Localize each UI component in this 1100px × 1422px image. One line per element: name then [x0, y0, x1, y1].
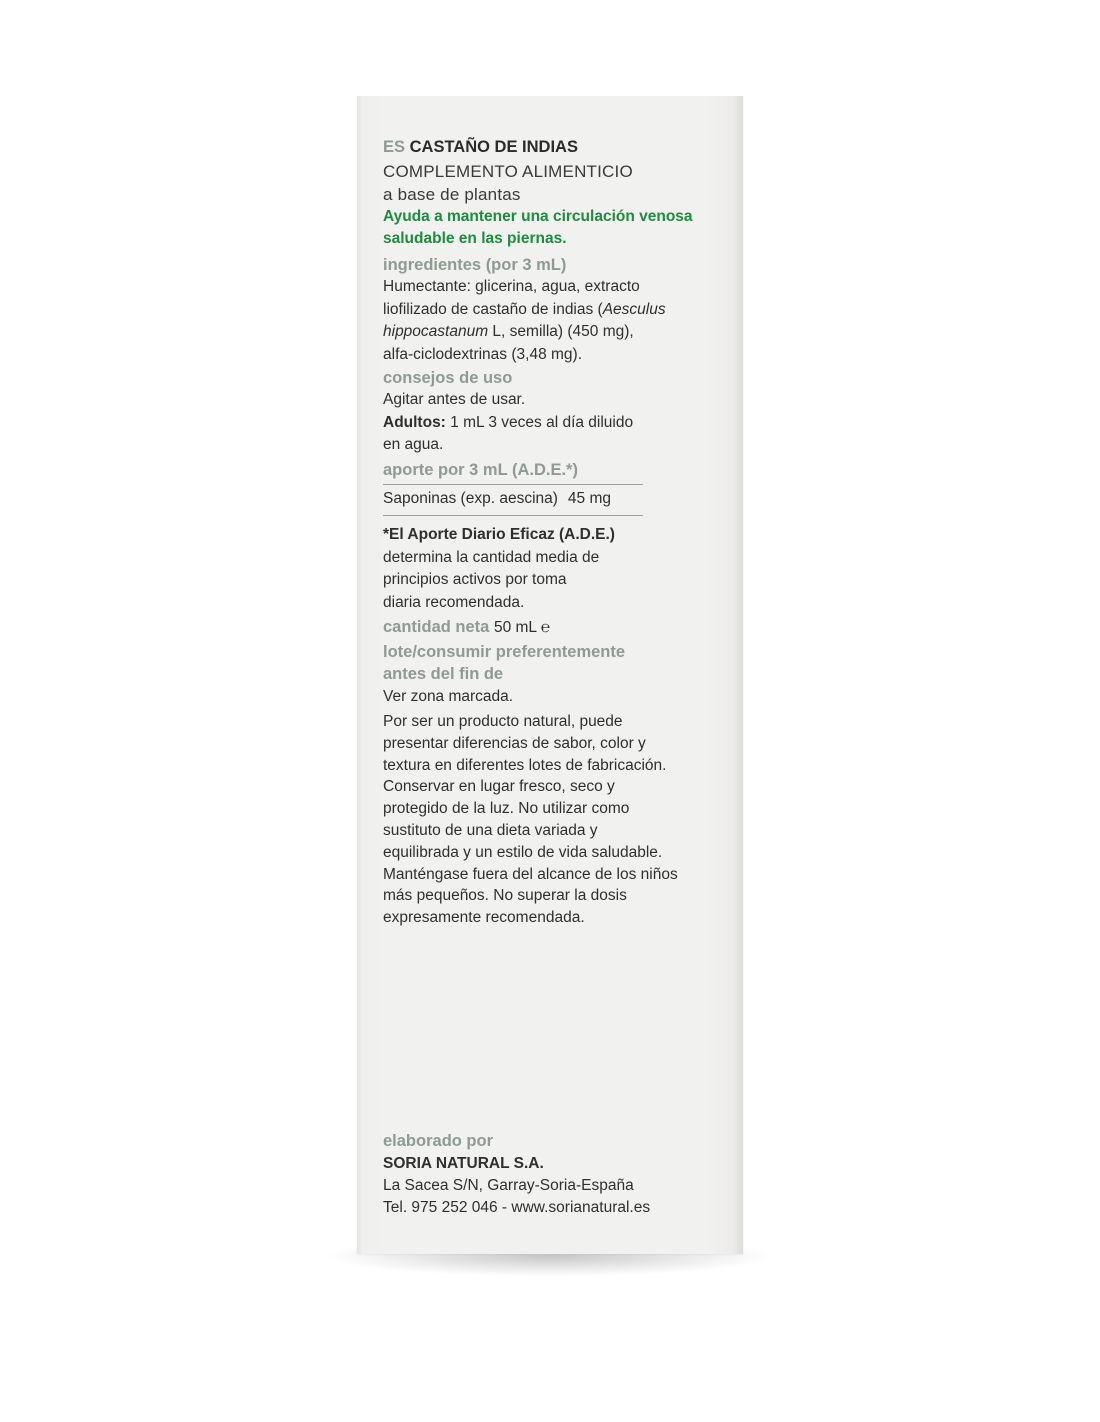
- ade-note: [383, 524, 615, 614]
- language-code: ES: [383, 138, 406, 156]
- ingredients-line-3-text: L, semilla) (450 mg),: [488, 323, 634, 340]
- ingredients-line-3: [383, 321, 666, 344]
- lot-value: Ver zona marcada.: [383, 688, 514, 705]
- net-quantity: [383, 616, 550, 639]
- ade-line-2: determina la cantidad media de: [383, 548, 600, 566]
- usage-dose: 1 mL 3 veces al día diluido: [445, 413, 634, 431]
- ade-line-1: [383, 524, 615, 547]
- note-line: equilibrada y un estilo de vida saludable.: [383, 843, 663, 861]
- ade-line-4: diaria recomendada.: [383, 593, 525, 611]
- usage-heading: consejos de uso: [383, 369, 513, 387]
- product-title: [383, 136, 578, 158]
- company-address: La Sacea S/N, Garray-Soria-España: [383, 1177, 634, 1194]
- claim-line-1: Ayuda a mantener una circulación venosa: [383, 208, 693, 225]
- aporte-heading: aporte por 3 mL (A.D.E.*): [383, 461, 578, 479]
- note-line: textura en diferentes lotes de fabricación.: [383, 756, 667, 774]
- net-value: 50 mL ℮: [493, 619, 551, 636]
- latin-genus: Aesculus: [602, 300, 666, 318]
- table-bottom-divider: [383, 515, 643, 516]
- ade-definition-label: *El Aporte Diario Eficaz (A.D.E.): [383, 526, 615, 543]
- usage-line-3: en agua.: [383, 436, 444, 453]
- subtitle-line-2: a base de plantas: [383, 185, 521, 204]
- subtitle-line-1: COMPLEMENTO ALIMENTICIO: [383, 162, 633, 181]
- lot-heading-line-1: lote/consumir preferentemente: [383, 643, 626, 661]
- ingredients-line-2-text: liofilizado de castaño de indias (: [383, 300, 603, 318]
- company-contact: Tel. 975 252 046 - www.sorianatural.es: [383, 1199, 651, 1216]
- product-name: CASTAÑO DE INDIAS: [409, 138, 578, 156]
- latin-species: hippocastanum: [383, 323, 489, 340]
- company-name: SORIA NATURAL S.A.: [383, 1155, 544, 1172]
- ingredients-heading: ingredientes (por 3 mL): [383, 256, 567, 274]
- note-line: presentar diferencias de sabor, color y: [383, 734, 646, 752]
- usage-line-1: Agitar antes de usar.: [383, 391, 526, 408]
- lot-heading: [383, 641, 625, 685]
- note-line: Manténgase fuera del alcance de los niños: [383, 865, 678, 883]
- note-line: Conservar en lugar fresco, seco y: [383, 778, 615, 796]
- note-line: expresamente recomendada.: [383, 909, 585, 927]
- aporte-table-row: [383, 488, 611, 510]
- ingredients-line-1: Humectante: glicerina, agua, extracto: [383, 278, 640, 295]
- table-top-divider: [383, 484, 643, 485]
- aporte-item: Saponinas (exp. aescina): [383, 490, 558, 507]
- note-line: protegido de la luz. No utilizar como: [383, 800, 630, 818]
- usage-text: [383, 389, 633, 457]
- note-line: Por ser un producto natural, puede: [383, 713, 623, 730]
- made-by-heading: elaborado por: [383, 1132, 494, 1150]
- ingredients-text: [383, 276, 666, 366]
- ade-line-3: principios activos por toma: [383, 571, 567, 588]
- lot-heading-line-2: antes del fin de: [383, 665, 504, 683]
- net-heading: cantidad neta: [383, 618, 490, 636]
- ingredients-line-2: [383, 299, 666, 322]
- aporte-amount: 45 mg: [567, 490, 612, 507]
- note-line: sustituto de una dieta variada y: [383, 821, 598, 839]
- claim-line-2: saludable en las piernas.: [383, 230, 567, 247]
- health-claim: [383, 206, 693, 250]
- usage-line-2: [383, 412, 633, 435]
- note-line: más pequeños. No superar la dosis: [383, 887, 627, 905]
- ingredients-line-4: alfa-ciclodextrinas (3,48 mg).: [383, 345, 582, 363]
- adults-label: Adultos:: [383, 413, 446, 431]
- storage-note: [383, 711, 678, 929]
